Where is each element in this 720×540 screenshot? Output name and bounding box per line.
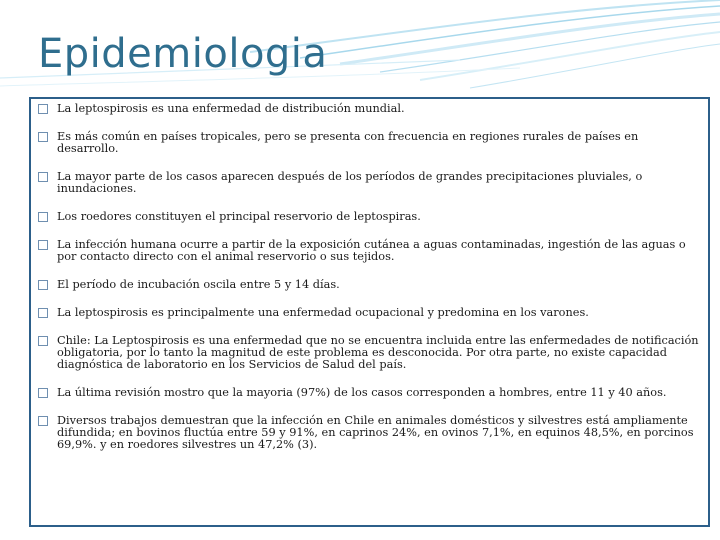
- bullet-text: La última revisión mostro que la mayoria (97%) de los casos corresponden a hombres, entre 11 y 40 años.: [57, 386, 667, 399]
- list-item: [37, 211, 702, 223]
- list-item: [37, 103, 702, 115]
- bullet-text: Diversos trabajos demuestran que la infección en Chile en animales domésticos y silvestres está ampliamente difundida; en bovinos fluctúa entre 59 y 91%, en caprinos 24%, en ovinos 7,1%, en equinos 48,5%, en porcinos 69,9%. y en roedores silvestres un 47,2% (3).: [57, 414, 694, 451]
- bullet-text: La leptospirosis es una enfermedad de distribución mundial.: [57, 102, 405, 115]
- square-bullet-icon: [38, 388, 48, 398]
- bullet-list-panel: [29, 97, 710, 527]
- square-bullet-icon: [38, 212, 48, 222]
- list-item: [37, 307, 702, 319]
- list-item: [37, 387, 702, 399]
- bullet-text: Es más común en países tropicales, pero se presenta con frecuencia en regiones rurales de países en desarrollo.: [57, 130, 639, 155]
- list-item: [37, 415, 702, 451]
- square-bullet-icon: [38, 280, 48, 290]
- square-bullet-icon: [38, 132, 48, 142]
- square-bullet-icon: [38, 416, 48, 426]
- square-bullet-icon: [38, 172, 48, 182]
- bullet-text: La infección humana ocurre a partir de la exposición cutánea a aguas contaminadas, ingestión de las aguas o por contacto directo con el animal reservorio o sus tejidos.: [57, 238, 686, 263]
- list-item: [37, 279, 702, 291]
- square-bullet-icon: [38, 308, 48, 318]
- square-bullet-icon: [38, 104, 48, 114]
- list-item: [37, 131, 702, 155]
- list-item: [37, 239, 702, 263]
- list-item: [37, 335, 702, 371]
- bullet-text: Chile: La Leptospirosis es una enfermedad que no se encuentra incluida entre las enfermedades de notificación obligatoria, por lo tanto la magnitud de este problema es desconocida. Por otra parte, no existe capacidad diagnóstica de laboratorio en los Servicios de Salud del país.: [57, 334, 699, 371]
- square-bullet-icon: [38, 336, 48, 346]
- bullet-text: El período de incubación oscila entre 5 y 14 días.: [57, 278, 340, 291]
- bullet-text: La mayor parte de los casos aparecen después de los períodos de grandes precipitaciones pluviales, o inundaciones.: [57, 170, 643, 195]
- bullet-text: Los roedores constituyen el principal reservorio de leptospiras.: [57, 210, 421, 223]
- page-title: Epidemiologia: [38, 31, 328, 77]
- square-bullet-icon: [38, 240, 48, 250]
- bullet-list: [37, 103, 702, 451]
- list-item: [37, 171, 702, 195]
- bullet-text: La leptospirosis es principalmente una enfermedad ocupacional y predomina en los varones.: [57, 306, 589, 319]
